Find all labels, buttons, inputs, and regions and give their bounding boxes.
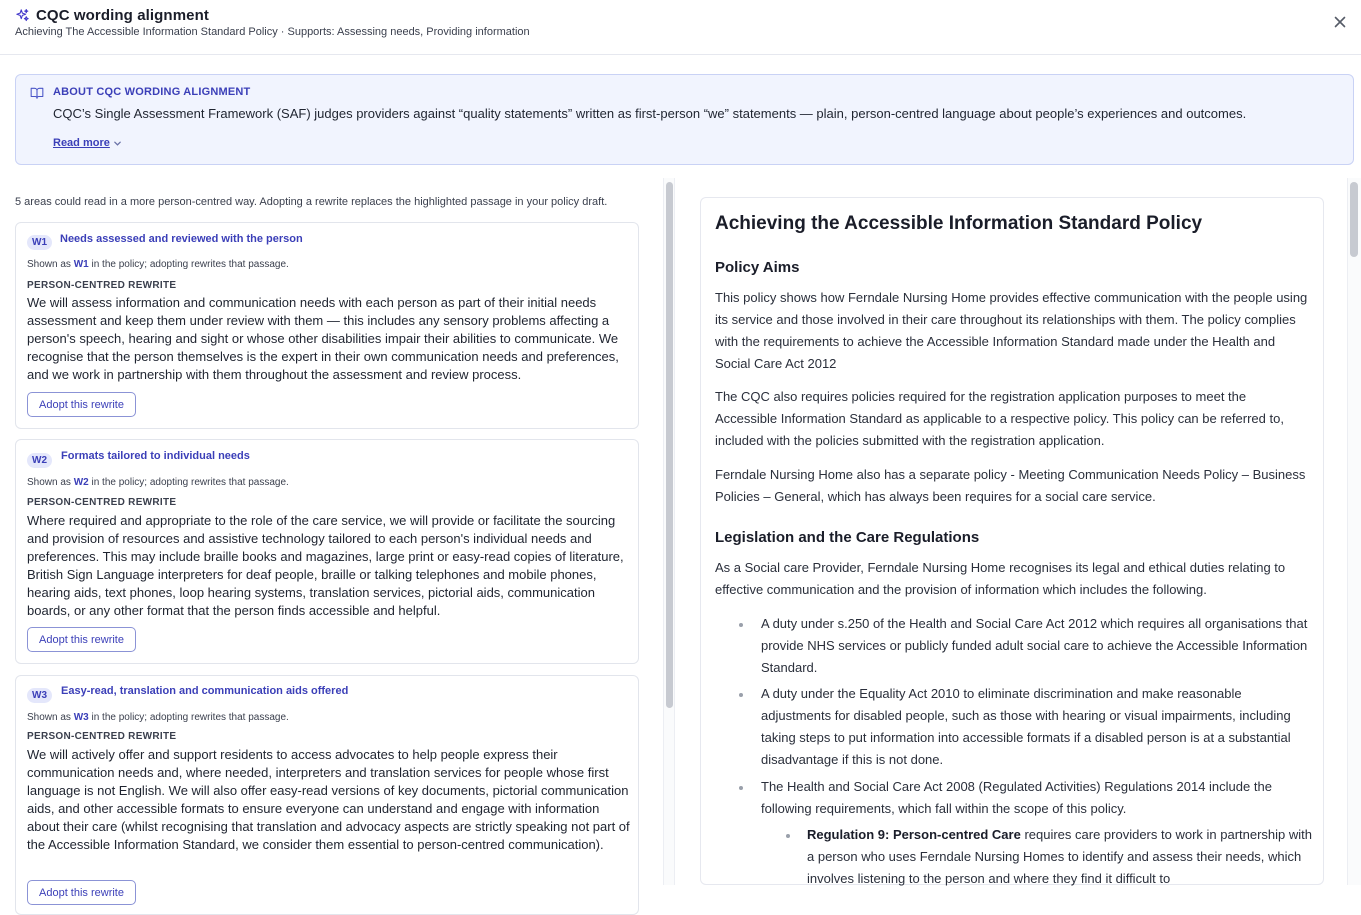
- bullet-dot: [739, 693, 743, 697]
- adopt-rewrite-button[interactable]: Adopt this rewrite: [27, 627, 136, 652]
- shown-suffix: in the policy; adopting rewrites that passage.: [91, 712, 289, 723]
- shown-suffix: in the policy; adopting rewrites that passage.: [91, 477, 289, 488]
- dialog-subtitle: Achieving The Accessible Information Standard Policy · Supports: Assessing needs, Providing information: [15, 26, 530, 38]
- suggestion-card-w1: [15, 222, 639, 429]
- suggestion-card-w3: [15, 675, 639, 915]
- suggestion-badge: W3: [27, 688, 52, 703]
- sub-bullet-dot: [786, 834, 790, 838]
- shown-as-note: [27, 259, 289, 270]
- rewrite-text: Where required and appropriate to the role of the care service, we will provide or facilitate the sourcing and provision of resources and assistive technology tailored to each person's individual needs and preferences. This may include braille books and magazines, large print or easy-read copies of literature, British Sign Language interpreters for deaf people, braille or talking telephones and mobile phones, hearing aids, text phones, loop hearing systems, translation services, pictorial aids, communication boards, or any other format that the person finds accessible and helpful.: [27, 513, 624, 618]
- paragraph: As a Social care Provider, Ferndale Nursing Home recognises its legal and ethical duties relating to effective communication and the provision of information which includes the following.: [715, 560, 1286, 597]
- suggestions-intro: 5 areas could read in a more person-centred way. Adopting a rewrite replaces the highlighted passage in your policy draft.: [15, 196, 608, 208]
- suggestion-title: Formats tailored to individual needs: [61, 450, 250, 462]
- read-more-label: Read more: [53, 137, 110, 149]
- rewrite-label: PERSON-CENTRED REWRITE: [27, 280, 177, 291]
- rewrite-text: We will actively offer and support residents to access advocates to help people express their communication needs and, where needed, interpreters and translation services for people whose first language is not English. We will also offer easy-read versions of key documents, pictorial communication aids, and other accessible formats to ensure everyone can understand and engage with information about their care (whilst recognising that translation and advocacy aspects are strictly speaking not part of the Accessible Information Standard, we consider them essential to person-centred communication).: [27, 747, 630, 852]
- paragraph: Ferndale Nursing Home also has a separate policy - Meeting Communication Needs Policy – Business Policies – General, which has always been requires for a social care service.: [715, 467, 1306, 504]
- rewrite-label: PERSON-CENTRED REWRITE: [27, 731, 177, 742]
- section-heading-legislation: Legislation and the Care Regulations: [715, 529, 980, 546]
- sparkle-icon: [15, 8, 30, 23]
- shown-ref: W1: [73, 259, 89, 270]
- dialog-title: CQC wording alignment: [36, 7, 209, 24]
- bullet-dot: [739, 623, 743, 627]
- list-item: The Health and Social Care Act 2008 (Regulated Activities) Regulations 2014 include the following requirements, which fall within the scope of this policy.: [761, 779, 1272, 816]
- document-scrollbar-track[interactable]: [1347, 178, 1361, 885]
- adopt-rewrite-button[interactable]: Adopt this rewrite: [27, 392, 136, 417]
- banner-body: CQC’s Single Assessment Framework (SAF) judges providers against “quality statements” written as first-person “we” statements — plain, person-centred language about people’s experiences and outcomes.: [53, 106, 1247, 121]
- adopt-rewrite-button[interactable]: Adopt this rewrite: [27, 880, 136, 905]
- document-scrollbar-thumb[interactable]: [1350, 182, 1358, 257]
- regulation-text: requires care providers to work in partnership with a person who uses Ferndale Nursing Homes to identify and assess their needs, which involves listening to the person and where they find it difficult to: [807, 827, 1313, 886]
- paragraph: This policy shows how Ferndale Nursing Home provides effective communication with the people using its service and those involved in their care throughout its relationships with them. The policy complies with the requirements to achieve the Accessible Information Standard made under the Health and Social Care Act 2012: [715, 290, 1308, 371]
- rewrite-text: We will assess information and communication needs with each person as part of their initial needs assessment and keep them under review with them — this includes any sensory problems affecting a person's speech, hearing and sight or whose other disabilities impair their abilities to communicate. We recognise that the person themselves is the expert in their own communication needs and preferences, and we work in partnership with them throughout the assessment and review process.: [27, 295, 619, 382]
- shown-ref: W2: [73, 477, 89, 488]
- suggestion-badge: W2: [27, 453, 52, 468]
- shown-suffix: in the policy; adopting rewrites that passage.: [91, 259, 289, 270]
- suggestions-scrollbar-thumb[interactable]: [666, 182, 673, 708]
- shown-ref: W3: [73, 712, 89, 723]
- suggestion-title: Needs assessed and reviewed with the person: [60, 233, 303, 245]
- read-more-link[interactable]: [53, 137, 122, 149]
- suggestion-card-w2: [15, 439, 639, 664]
- banner-heading: ABOUT CQC WORDING ALIGNMENT: [53, 86, 251, 98]
- shown-prefix: Shown as: [27, 259, 71, 270]
- title-row: [15, 7, 209, 24]
- rewrite-label: PERSON-CENTRED REWRITE: [27, 497, 177, 508]
- dialog-header: [0, 0, 1361, 55]
- suggestions-list: [15, 178, 640, 899]
- list-item: A duty under the Equality Act 2010 to eliminate discrimination and make reasonable adjustments for disabled people, such as those with hearing or visual impairments, including taking steps to put information into accessible formats if a disabled person is at a substantial disadvantage if this is not done.: [761, 686, 1291, 767]
- book-icon: [30, 86, 44, 100]
- shown-as-note: [27, 712, 289, 723]
- shown-as-note: [27, 477, 289, 488]
- chevron-down-icon: [113, 139, 122, 148]
- paragraph: The CQC also requires policies required for the registration application purposes to meet the Accessible Information Standard as applicable to a respective policy. This policy can be referred to, included with the policies submitted with the registration application.: [715, 389, 1284, 448]
- shown-prefix: Shown as: [27, 477, 71, 488]
- close-icon[interactable]: [1332, 14, 1348, 30]
- document-title: Achieving the Accessible Information Standard Policy: [715, 213, 1203, 234]
- sub-list-item: [807, 824, 1313, 890]
- section-heading-aims: Policy Aims: [715, 259, 800, 276]
- policy-document-panel: [700, 197, 1324, 885]
- suggestion-badge: W1: [27, 235, 52, 250]
- list-item: A duty under s.250 of the Health and Social Care Act 2012 which requires all organisations that provide NHS services or publicly funded adult social care to achieve the Accessible Information Standard.: [761, 616, 1308, 675]
- regulation-name: Regulation 9: Person-centred Care: [807, 827, 1021, 842]
- info-banner: [15, 74, 1354, 165]
- bullet-dot: [739, 786, 743, 790]
- shown-prefix: Shown as: [27, 712, 71, 723]
- suggestion-title: Easy-read, translation and communication aids offered: [61, 685, 349, 697]
